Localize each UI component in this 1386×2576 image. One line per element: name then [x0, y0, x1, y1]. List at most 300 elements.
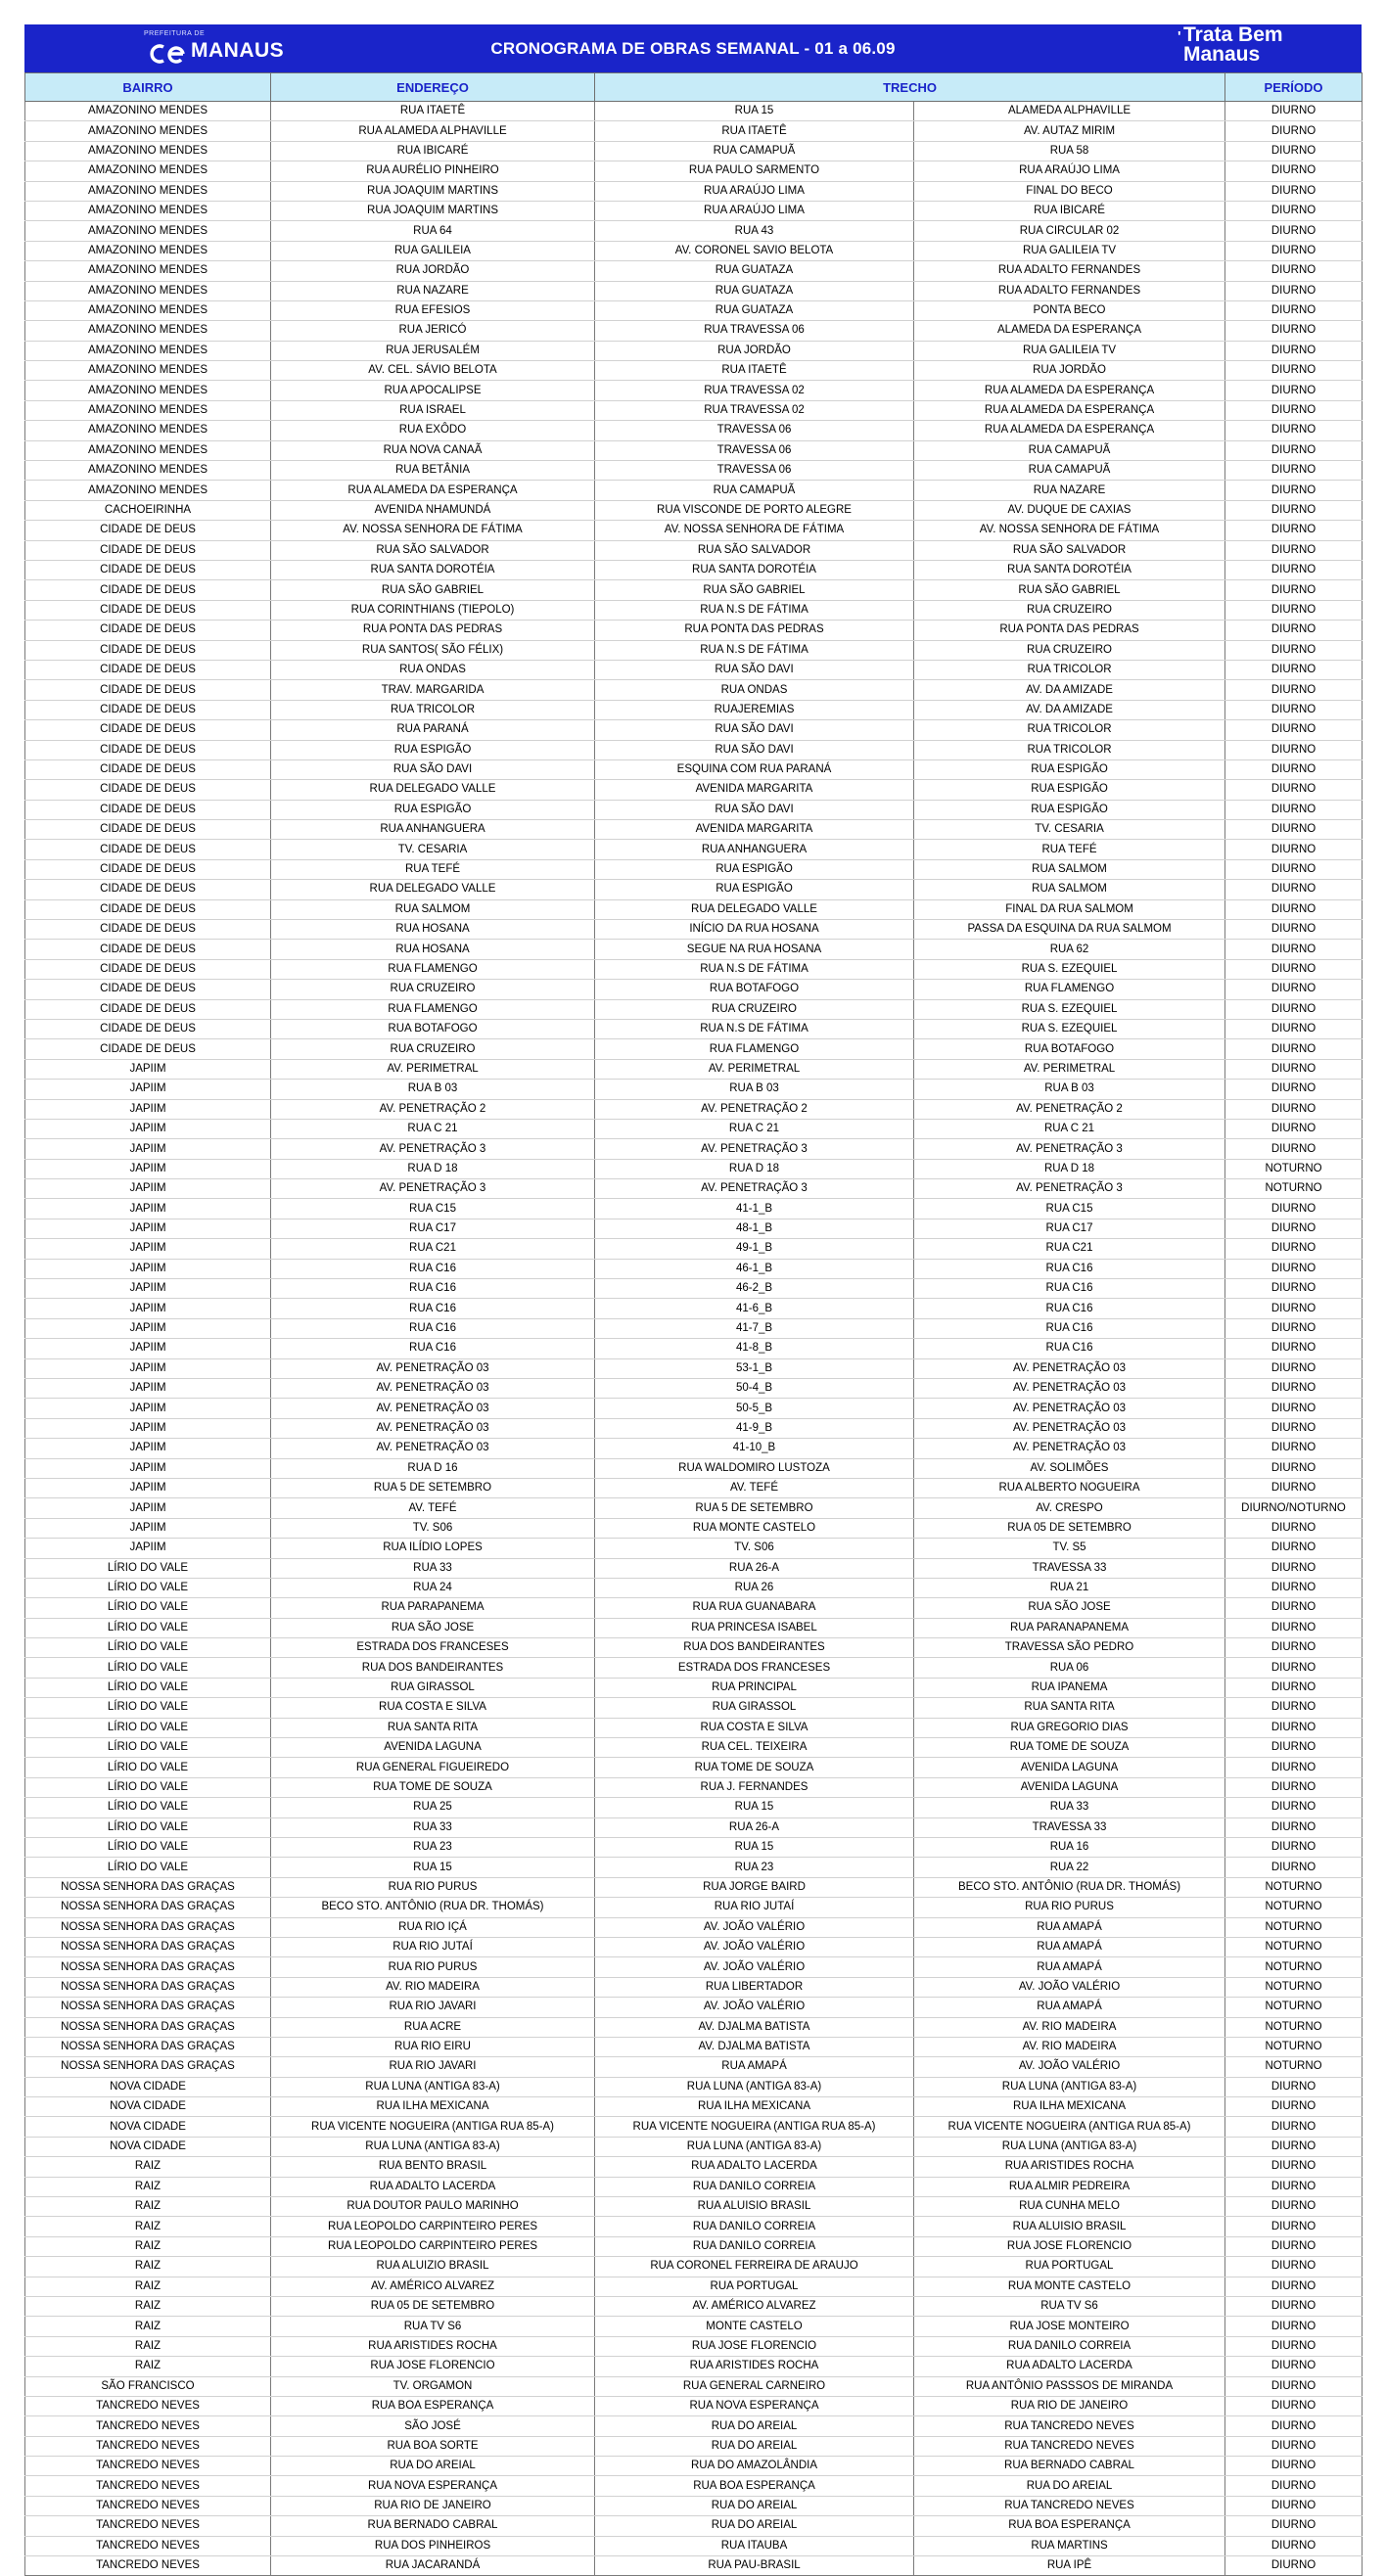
- cell-trecho-fim: AV. PENETRAÇÃO 3: [914, 1139, 1225, 1159]
- cell-periodo: DIURNO: [1225, 740, 1363, 759]
- cell-bairro: CIDADE DE DEUS: [25, 540, 271, 560]
- cell-trecho-fim: RUA TANCREDO NEVES: [914, 2496, 1225, 2515]
- cell-bairro: JAPIIM: [25, 1339, 271, 1358]
- cell-endereco: AV. NOSSA SENHORA DE FÁTIMA: [271, 521, 595, 540]
- header-row: [25, 73, 1363, 102]
- cell-trecho-inicio: RUA ITAETÊ: [595, 361, 914, 381]
- cell-endereco: RUA PARAPANEMA: [271, 1598, 595, 1618]
- cell-trecho-inicio: RUA DANILO CORREIA: [595, 2217, 914, 2236]
- cell-periodo: DIURNO: [1225, 700, 1363, 719]
- cell-bairro: LÍRIO DO VALE: [25, 1658, 271, 1678]
- cell-periodo: DIURNO/NOTURNO: [1225, 1498, 1363, 1518]
- cell-trecho-inicio: RUA AMAPÁ: [595, 2057, 914, 2077]
- cell-periodo: DIURNO: [1225, 1199, 1363, 1219]
- cell-periodo: DIURNO: [1225, 2257, 1363, 2277]
- cell-trecho-inicio: RUA J. FERNANDES: [595, 1777, 914, 1797]
- cell-bairro: JAPIIM: [25, 1119, 271, 1138]
- cell-bairro: LÍRIO DO VALE: [25, 1678, 271, 1697]
- cell-trecho-fim: RUA LUNA (ANTIGA 83-A): [914, 2077, 1225, 2096]
- cell-periodo: DIURNO: [1225, 1259, 1363, 1278]
- cell-trecho-inicio: RUA LUNA (ANTIGA 83-A): [595, 2137, 914, 2156]
- cell-bairro: RAIZ: [25, 2296, 271, 2316]
- cell-trecho-inicio: RUA ALUISIO BRASIL: [595, 2197, 914, 2217]
- table-row: [25, 2057, 1363, 2077]
- cell-trecho-inicio: AV. JOÃO VALÉRIO: [595, 1937, 914, 1956]
- cell-bairro: AMAZONINO MENDES: [25, 400, 271, 420]
- table-row: [25, 840, 1363, 859]
- cell-bairro: CIDADE DE DEUS: [25, 820, 271, 840]
- table-row: [25, 2037, 1363, 2056]
- cell-periodo: DIURNO: [1225, 899, 1363, 919]
- table-row: [25, 1758, 1363, 1777]
- table-row: [25, 1738, 1363, 1758]
- cell-trecho-inicio: RUA ESPIGÃO: [595, 880, 914, 899]
- cell-trecho-fim: AV. PENETRAÇÃO 03: [914, 1379, 1225, 1399]
- cell-trecho-inicio: RUA TRAVESSA 06: [595, 321, 914, 341]
- cell-trecho-fim: RUA TANCREDO NEVES: [914, 2416, 1225, 2436]
- cell-bairro: RAIZ: [25, 2217, 271, 2236]
- cell-trecho-fim: RUA TEFÉ: [914, 840, 1225, 859]
- cell-periodo: DIURNO: [1225, 2436, 1363, 2456]
- cell-endereco: RUA JERUSALÉM: [271, 341, 595, 360]
- cell-bairro: CIDADE DE DEUS: [25, 859, 271, 879]
- cell-endereco: RUA 33: [271, 1558, 595, 1578]
- cell-trecho-fim: AV. PENETRAÇÃO 2: [914, 1099, 1225, 1119]
- cell-trecho-inicio: RUA ILHA MEXICANA: [595, 2097, 914, 2117]
- cell-endereco: SÃO JOSÉ: [271, 2416, 595, 2436]
- logo-text: MANAUS: [191, 39, 285, 62]
- table-row: [25, 600, 1363, 620]
- cell-trecho-inicio: 41-10_B: [595, 1439, 914, 1458]
- table-row: [25, 1358, 1363, 1378]
- table-row: [25, 1498, 1363, 1518]
- cell-periodo: DIURNO: [1225, 1858, 1363, 1877]
- cell-bairro: RAIZ: [25, 2177, 271, 2196]
- cell-endereco: RUA BOA SORTE: [271, 2436, 595, 2456]
- table-row: [25, 1379, 1363, 1399]
- table-row: [25, 461, 1363, 481]
- cell-endereco: RUA RIO JAVARI: [271, 2057, 595, 2077]
- cell-trecho-inicio: SEGUE NA RUA HOSANA: [595, 940, 914, 959]
- cell-bairro: LÍRIO DO VALE: [25, 1817, 271, 1837]
- cell-bairro: LÍRIO DO VALE: [25, 1558, 271, 1578]
- cell-bairro: JAPIIM: [25, 1219, 271, 1238]
- cell-trecho-inicio: RUA SÃO SALVADOR: [595, 540, 914, 560]
- cell-periodo: DIURNO: [1225, 1099, 1363, 1119]
- cell-trecho-inicio: 50-5_B: [595, 1399, 914, 1418]
- table-row: [25, 959, 1363, 979]
- cell-trecho-inicio: AV. JOÃO VALÉRIO: [595, 1917, 914, 1937]
- cell-trecho-inicio: RUA GUATAZA: [595, 300, 914, 320]
- table-row: [25, 1518, 1363, 1538]
- cell-endereco: RUA EFESIOS: [271, 300, 595, 320]
- cell-periodo: DIURNO: [1225, 1817, 1363, 1837]
- title-banner: [24, 24, 1362, 72]
- cell-endereco: RUA GENERAL FIGUEIREDO: [271, 1758, 595, 1777]
- cell-endereco: RUA RIO EIRU: [271, 2037, 595, 2056]
- cell-trecho-fim: RUA GREGORIO DIAS: [914, 1718, 1225, 1737]
- cell-trecho-inicio: AV. PENETRAÇÃO 3: [595, 1139, 914, 1159]
- cell-trecho-inicio: AV. PERIMETRAL: [595, 1059, 914, 1079]
- cell-trecho-inicio: RUA GENERAL CARNEIRO: [595, 2376, 914, 2396]
- cell-periodo: DIURNO: [1225, 440, 1363, 460]
- cell-endereco: RUA IBICARÉ: [271, 141, 595, 161]
- cell-endereco: AV. PERIMETRAL: [271, 1059, 595, 1079]
- cell-bairro: RAIZ: [25, 2257, 271, 2277]
- cell-trecho-fim: ALAMEDA DA ESPERANÇA: [914, 321, 1225, 341]
- cell-trecho-inicio: RUA 23: [595, 1858, 914, 1877]
- table-row: [25, 2017, 1363, 2037]
- cell-endereco: ESTRADA DOS FRANCESES: [271, 1638, 595, 1658]
- cell-bairro: RAIZ: [25, 2197, 271, 2217]
- cell-trecho-inicio: RUA SÃO DAVI: [595, 800, 914, 819]
- cell-endereco: RUA ALAMEDA DA ESPERANÇA: [271, 481, 595, 500]
- cell-trecho-fim: RUA MONTE CASTELO: [914, 2277, 1225, 2296]
- cell-bairro: TANCREDO NEVES: [25, 2516, 271, 2536]
- table-row: [25, 899, 1363, 919]
- cell-bairro: NOSSA SENHORA DAS GRAÇAS: [25, 1877, 271, 1897]
- table-row: [25, 2296, 1363, 2316]
- cell-trecho-inicio: RUA TRAVESSA 02: [595, 381, 914, 400]
- cell-trecho-fim: RUA CRUZEIRO: [914, 600, 1225, 620]
- cell-bairro: NOSSA SENHORA DAS GRAÇAS: [25, 1898, 271, 1917]
- cell-endereco: RUA 05 DE SETEMBRO: [271, 2296, 595, 2316]
- cell-trecho-fim: AV. PERIMETRAL: [914, 1059, 1225, 1079]
- cell-endereco: AV. PENETRAÇÃO 2: [271, 1099, 595, 1119]
- cell-bairro: JAPIIM: [25, 1518, 271, 1538]
- logo-small-text: PREFEITURA DE: [144, 30, 206, 37]
- cell-periodo: NOTURNO: [1225, 1877, 1363, 1897]
- cell-endereco: RUA C16: [271, 1299, 595, 1318]
- cell-endereco: RUA 15: [271, 1858, 595, 1877]
- cell-bairro: CIDADE DE DEUS: [25, 899, 271, 919]
- cell-trecho-fim: AV. PENETRAÇÃO 03: [914, 1399, 1225, 1418]
- cell-trecho-inicio: AV. NOSSA SENHORA DE FÁTIMA: [595, 521, 914, 540]
- cell-bairro: AMAZONINO MENDES: [25, 201, 271, 220]
- cell-bairro: LÍRIO DO VALE: [25, 1698, 271, 1718]
- cell-endereco: AV. PENETRAÇÃO 3: [271, 1179, 595, 1199]
- cell-periodo: DIURNO: [1225, 820, 1363, 840]
- cell-bairro: JAPIIM: [25, 1259, 271, 1278]
- cell-trecho-fim: FINAL DO BECO: [914, 181, 1225, 201]
- cell-periodo: DIURNO: [1225, 2376, 1363, 2396]
- accent-icon: ': [1178, 28, 1181, 45]
- cell-endereco: RUA JOAQUIM MARTINS: [271, 181, 595, 201]
- cell-trecho-inicio: RUA TRAVESSA 02: [595, 400, 914, 420]
- cell-trecho-inicio: RUA ITAUBA: [595, 2536, 914, 2555]
- cell-bairro: CIDADE DE DEUS: [25, 780, 271, 800]
- cell-endereco: RUA ALUIZIO BRASIL: [271, 2257, 595, 2277]
- cell-periodo: DIURNO: [1225, 2457, 1363, 2476]
- cell-endereco: RUA EXÔDO: [271, 421, 595, 440]
- cell-periodo: DIURNO: [1225, 1539, 1363, 1558]
- table-row: [25, 2137, 1363, 2156]
- cell-bairro: NOSSA SENHORA DAS GRAÇAS: [25, 2037, 271, 2056]
- cell-endereco: TV. S06: [271, 1518, 595, 1538]
- cell-periodo: NOTURNO: [1225, 2057, 1363, 2077]
- cell-trecho-fim: RUA ESPIGÃO: [914, 759, 1225, 779]
- table-row: [25, 2416, 1363, 2436]
- cell-trecho-fim: RUA PARANAPANEMA: [914, 1618, 1225, 1637]
- cell-trecho-fim: RUA 16: [914, 1837, 1225, 1857]
- cell-periodo: DIURNO: [1225, 2157, 1363, 2177]
- cell-trecho-fim: RUA D 18: [914, 1159, 1225, 1178]
- cell-endereco: RUA DOUTOR PAULO MARINHO: [271, 2197, 595, 2217]
- cell-trecho-inicio: AV. TEFÉ: [595, 1478, 914, 1497]
- cell-bairro: AMAZONINO MENDES: [25, 481, 271, 500]
- table-row: [25, 1678, 1363, 1697]
- cell-endereco: RUA BERNADO CABRAL: [271, 2516, 595, 2536]
- table-row: [25, 1998, 1363, 2017]
- cell-bairro: CIDADE DE DEUS: [25, 959, 271, 979]
- cell-trecho-inicio: RUA FLAMENGO: [595, 1039, 914, 1059]
- cell-endereco: RUA COSTA E SILVA: [271, 1698, 595, 1718]
- cell-trecho-fim: RUA ARISTIDES ROCHA: [914, 2157, 1225, 2177]
- cell-endereco: RUA TV S6: [271, 2317, 595, 2336]
- cell-endereco: RUA SÃO JOSE: [271, 1618, 595, 1637]
- table-row: [25, 700, 1363, 719]
- cell-trecho-inicio: TRAVESSA 06: [595, 440, 914, 460]
- cell-trecho-fim: RUA S. EZEQUIEL: [914, 1019, 1225, 1038]
- cell-endereco: RUA LUNA (ANTIGA 83-A): [271, 2077, 595, 2096]
- cell-endereco: RUA RIO JAVARI: [271, 1998, 595, 2017]
- cell-endereco: RUA HOSANA: [271, 920, 595, 940]
- table-row: [25, 1578, 1363, 1597]
- cell-trecho-fim: RUA 06: [914, 1658, 1225, 1678]
- cell-trecho-inicio: RUA D 18: [595, 1159, 914, 1178]
- cell-bairro: LÍRIO DO VALE: [25, 1578, 271, 1597]
- cell-periodo: DIURNO: [1225, 1358, 1363, 1378]
- cell-bairro: JAPIIM: [25, 1478, 271, 1497]
- cell-periodo: DIURNO: [1225, 141, 1363, 161]
- cell-trecho-inicio: RUA DO AREIAL: [595, 2496, 914, 2515]
- cell-trecho-fim: AV. RIO MADEIRA: [914, 2037, 1225, 2056]
- cell-trecho-fim: RUA PONTA DAS PEDRAS: [914, 621, 1225, 640]
- cell-trecho-inicio: RUA PAU-BRASIL: [595, 2556, 914, 2576]
- table-row: [25, 221, 1363, 241]
- cell-trecho-inicio: ESQUINA COM RUA PARANÁ: [595, 759, 914, 779]
- table-row: [25, 1080, 1363, 1099]
- cell-periodo: DIURNO: [1225, 181, 1363, 201]
- table-row: [25, 1439, 1363, 1458]
- cell-bairro: AMAZONINO MENDES: [25, 440, 271, 460]
- cell-periodo: DIURNO: [1225, 1299, 1363, 1318]
- cell-bairro: LÍRIO DO VALE: [25, 1777, 271, 1797]
- table-row: [25, 2317, 1363, 2336]
- cell-endereco: AV. PENETRAÇÃO 03: [271, 1439, 595, 1458]
- cell-bairro: JAPIIM: [25, 1139, 271, 1159]
- cell-bairro: JAPIIM: [25, 1080, 271, 1099]
- cell-bairro: NOSSA SENHORA DAS GRAÇAS: [25, 2057, 271, 2077]
- table-row: [25, 1418, 1363, 1438]
- cell-trecho-fim: RUA 33: [914, 1798, 1225, 1817]
- table-row: [25, 1817, 1363, 1837]
- cell-trecho-fim: RUA CAMAPUÃ: [914, 461, 1225, 481]
- cell-trecho-fim: AV. DUQUE DE CAXIAS: [914, 500, 1225, 520]
- cell-periodo: DIURNO: [1225, 521, 1363, 540]
- cell-periodo: DIURNO: [1225, 580, 1363, 600]
- cell-trecho-fim: RUA ANTÔNIO PASSSOS DE MIRANDA: [914, 2376, 1225, 2396]
- cell-trecho-inicio: RUA C 21: [595, 1119, 914, 1138]
- cell-endereco: BECO STO. ANTÔNIO (RUA DR. THOMÁS): [271, 1898, 595, 1917]
- table-row: [25, 1558, 1363, 1578]
- page-title: CRONOGRAMA DE OBRAS SEMANAL - 01 a 06.09: [490, 38, 896, 58]
- cell-trecho-inicio: RUA PORTUGAL: [595, 2277, 914, 2296]
- table-row: [25, 859, 1363, 879]
- cell-trecho-inicio: RUA ITAETÊ: [595, 121, 914, 141]
- cell-trecho-inicio: RUA DO AREIAL: [595, 2416, 914, 2436]
- cell-periodo: NOTURNO: [1225, 2017, 1363, 2037]
- cell-trecho-inicio: RUA DO AMAZOLÂNDIA: [595, 2457, 914, 2476]
- cell-bairro: CACHOEIRINHA: [25, 500, 271, 520]
- cell-bairro: LÍRIO DO VALE: [25, 1837, 271, 1857]
- cell-periodo: DIURNO: [1225, 859, 1363, 879]
- cell-trecho-inicio: RUA 26-A: [595, 1817, 914, 1837]
- cell-trecho-inicio: 49-1_B: [595, 1239, 914, 1259]
- cell-bairro: TANCREDO NEVES: [25, 2536, 271, 2555]
- cell-trecho-inicio: RUA N.S DE FÁTIMA: [595, 959, 914, 979]
- cell-periodo: DIURNO: [1225, 300, 1363, 320]
- cell-trecho-fim: TV. CESARIA: [914, 820, 1225, 840]
- cell-trecho-fim: RUA ALMIR PEDREIRA: [914, 2177, 1225, 2196]
- cell-periodo: DIURNO: [1225, 980, 1363, 999]
- cell-endereco: AV. TEFÉ: [271, 1498, 595, 1518]
- table-row: [25, 481, 1363, 500]
- cell-trecho-fim: RUA AMAPÁ: [914, 1937, 1225, 1956]
- cell-endereco: RUA JORDÃO: [271, 261, 595, 281]
- cell-periodo: DIURNO: [1225, 840, 1363, 859]
- cell-periodo: DIURNO: [1225, 2097, 1363, 2117]
- cell-periodo: DIURNO: [1225, 241, 1363, 260]
- cell-periodo: DIURNO: [1225, 2357, 1363, 2376]
- cell-periodo: DIURNO: [1225, 221, 1363, 241]
- table-row: [25, 759, 1363, 779]
- cell-trecho-fim: RUA 22: [914, 1858, 1225, 1877]
- cell-trecho-inicio: RUA PAULO SARMENTO: [595, 161, 914, 181]
- cell-bairro: JAPIIM: [25, 1279, 271, 1299]
- schedule-sheet: [24, 24, 1362, 2576]
- cell-trecho-fim: BECO STO. ANTÔNIO (RUA DR. THOMÁS): [914, 1877, 1225, 1897]
- cell-endereco: RUA ARISTIDES ROCHA: [271, 2336, 595, 2356]
- table-row: [25, 640, 1363, 660]
- table-row: [25, 740, 1363, 759]
- cell-periodo: DIURNO: [1225, 2177, 1363, 2196]
- cell-trecho-fim: RUA BOTAFOGO: [914, 1039, 1225, 1059]
- table-row: [25, 680, 1363, 700]
- cell-trecho-inicio: RUA PRINCESA ISABEL: [595, 1618, 914, 1637]
- column-header-endereco: ENDEREÇO: [271, 73, 595, 102]
- table-row: [25, 2257, 1363, 2277]
- table-row: [25, 1598, 1363, 1618]
- cell-bairro: AMAZONINO MENDES: [25, 121, 271, 141]
- cell-trecho-inicio: RUA 15: [595, 102, 914, 121]
- cell-periodo: DIURNO: [1225, 2277, 1363, 2296]
- cell-bairro: JAPIIM: [25, 1439, 271, 1458]
- table-row: [25, 281, 1363, 300]
- table-row: [25, 2357, 1363, 2376]
- cell-endereco: RUA CORINTHIANS (TIEPOLO): [271, 600, 595, 620]
- cell-periodo: DIURNO: [1225, 2077, 1363, 2096]
- cell-trecho-fim: RUA TOME DE SOUZA: [914, 1738, 1225, 1758]
- cell-endereco: RUA ANHANGUERA: [271, 820, 595, 840]
- cell-endereco: RUA LEOPOLDO CARPINTEIRO PERES: [271, 2236, 595, 2256]
- cell-endereco: AV. PENETRAÇÃO 03: [271, 1399, 595, 1418]
- cell-trecho-inicio: RUA SÃO DAVI: [595, 740, 914, 759]
- cell-endereco: RUA SANTA DOROTÉIA: [271, 560, 595, 579]
- cell-trecho-fim: RUA S. EZEQUIEL: [914, 999, 1225, 1019]
- table-row: [25, 2336, 1363, 2356]
- cell-trecho-fim: RUA 21: [914, 1578, 1225, 1597]
- cell-trecho-inicio: RUA N.S DE FÁTIMA: [595, 640, 914, 660]
- table-row: [25, 1837, 1363, 1857]
- cell-bairro: AMAZONINO MENDES: [25, 361, 271, 381]
- cell-trecho-inicio: RUA PONTA DAS PEDRAS: [595, 621, 914, 640]
- table-row: [25, 1539, 1363, 1558]
- cell-periodo: DIURNO: [1225, 600, 1363, 620]
- cell-endereco: RUA 24: [271, 1578, 595, 1597]
- table-row: [25, 2376, 1363, 2396]
- cell-endereco: RUA SÃO DAVI: [271, 759, 595, 779]
- table-row: [25, 1059, 1363, 1079]
- cell-trecho-inicio: RUA VISCONDE DE PORTO ALEGRE: [595, 500, 914, 520]
- cell-bairro: RAIZ: [25, 2336, 271, 2356]
- cell-trecho-inicio: RUAJEREMIAS: [595, 700, 914, 719]
- cell-trecho-inicio: RUA JORGE BAIRD: [595, 1877, 914, 1897]
- cell-trecho-fim: RUA MARTINS: [914, 2536, 1225, 2555]
- cell-endereco: RUA RIO IÇÁ: [271, 1917, 595, 1937]
- cell-periodo: DIURNO: [1225, 341, 1363, 360]
- cell-bairro: CIDADE DE DEUS: [25, 621, 271, 640]
- cell-bairro: SÃO FRANCISCO: [25, 2376, 271, 2396]
- table-row: [25, 1219, 1363, 1238]
- cell-bairro: LÍRIO DO VALE: [25, 1598, 271, 1618]
- table-row: [25, 2197, 1363, 2217]
- cell-periodo: DIURNO: [1225, 2476, 1363, 2496]
- cell-trecho-inicio: RUA SÃO DAVI: [595, 660, 914, 679]
- cell-periodo: DIURNO: [1225, 2536, 1363, 2555]
- cell-trecho-inicio: RUA ARAÚJO LIMA: [595, 201, 914, 220]
- cell-periodo: DIURNO: [1225, 1019, 1363, 1038]
- table-row: [25, 2457, 1363, 2476]
- cell-bairro: JAPIIM: [25, 1318, 271, 1338]
- cell-trecho-inicio: RUA CAMAPUÃ: [595, 141, 914, 161]
- cell-trecho-inicio: RUA SÃO DAVI: [595, 720, 914, 740]
- table-row: [25, 621, 1363, 640]
- cell-trecho-fim: RUA RIO DE JANEIRO: [914, 2396, 1225, 2415]
- table-row: [25, 1279, 1363, 1299]
- cell-trecho-fim: AV. CRESPO: [914, 1498, 1225, 1518]
- cell-periodo: DIURNO: [1225, 2556, 1363, 2576]
- cell-trecho-inicio: AV. CORONEL SAVIO BELOTA: [595, 241, 914, 260]
- cell-trecho-fim: AV. RIO MADEIRA: [914, 2017, 1225, 2037]
- cell-trecho-fim: AV. PENETRAÇÃO 3: [914, 1179, 1225, 1199]
- cell-periodo: DIURNO: [1225, 560, 1363, 579]
- cell-bairro: CIDADE DE DEUS: [25, 1019, 271, 1038]
- cell-trecho-inicio: 41-6_B: [595, 1299, 914, 1318]
- table-row: [25, 1318, 1363, 1338]
- table-row: [25, 720, 1363, 740]
- cell-bairro: CIDADE DE DEUS: [25, 759, 271, 779]
- cell-trecho-inicio: AV. JOÃO VALÉRIO: [595, 1998, 914, 2017]
- cell-periodo: DIURNO: [1225, 1518, 1363, 1538]
- cell-trecho-inicio: RUA CAMAPUÃ: [595, 481, 914, 500]
- cell-trecho-fim: RUA ARAÚJO LIMA: [914, 161, 1225, 181]
- cell-trecho-inicio: RUA JOSE FLORENCIO: [595, 2336, 914, 2356]
- cell-endereco: RUA JOAQUIM MARTINS: [271, 201, 595, 220]
- table-row: [25, 1658, 1363, 1678]
- cell-bairro: NOSSA SENHORA DAS GRAÇAS: [25, 1917, 271, 1937]
- cell-bairro: CIDADE DE DEUS: [25, 1039, 271, 1059]
